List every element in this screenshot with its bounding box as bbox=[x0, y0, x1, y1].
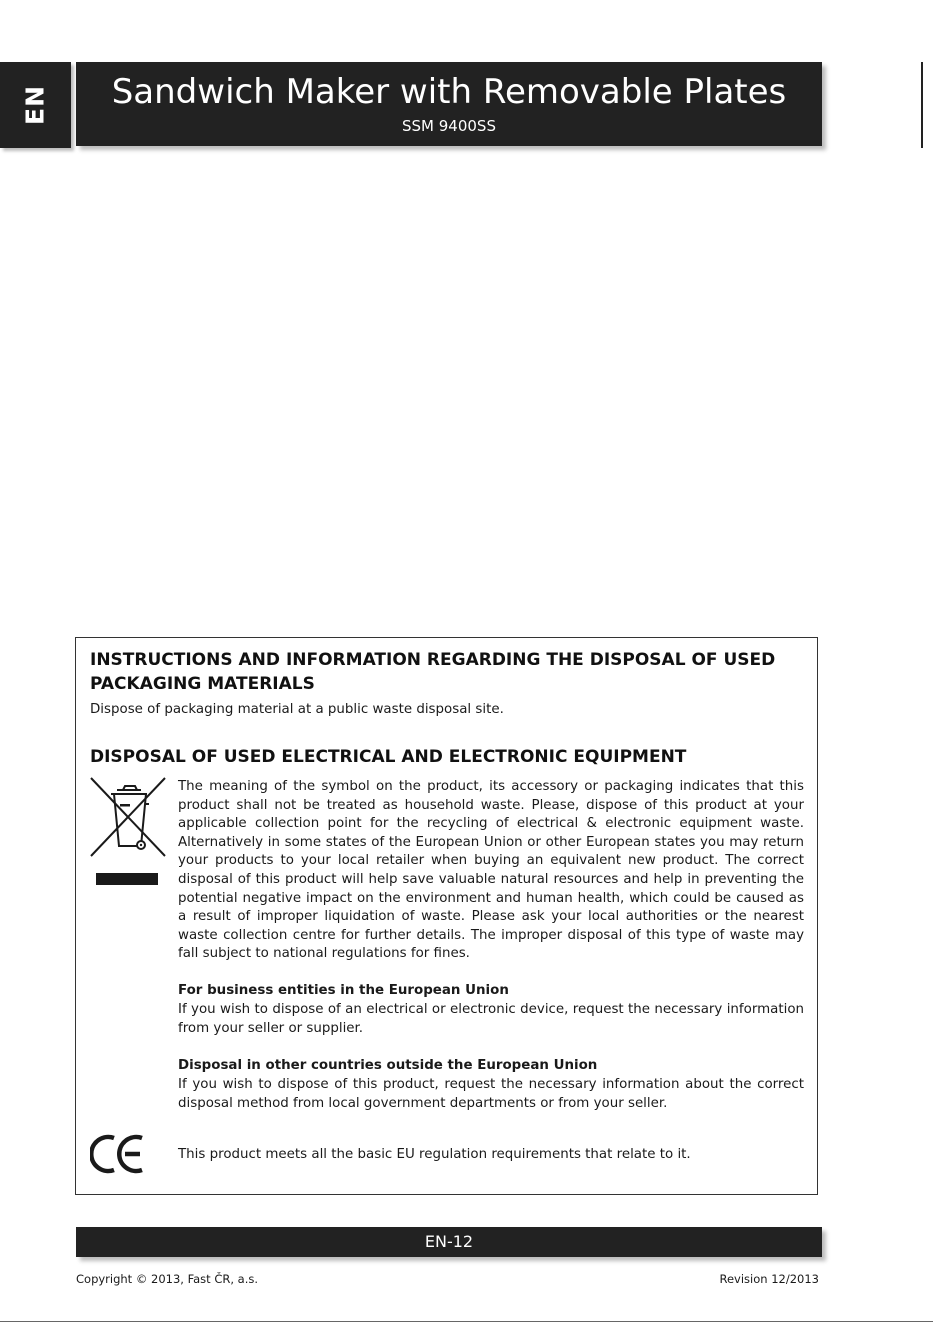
language-code: EN bbox=[20, 84, 50, 126]
packaging-text: Dispose of packaging material at a public waste disposal site. bbox=[90, 702, 504, 717]
page-number: EN-12 bbox=[424, 1232, 474, 1251]
other-countries-text: If you wish to dispose of this product, request the necessary information about the correct disposal method from local government departments or from your seller. bbox=[178, 1077, 804, 1111]
packaging-heading-line1: INSTRUCTIONS AND INFORMATION REGARDING THE DISPOSAL OF USED bbox=[90, 650, 776, 670]
page-number-bar bbox=[76, 1227, 822, 1257]
language-tab bbox=[0, 62, 71, 148]
crossed-out-wheelie-bin-icon bbox=[90, 776, 166, 888]
weee-text: The meaning of the symbol on the product, its accessory or packaging indicates that this product shall not be treated as household waste. Please, dispose of this product at your applicable collection point for the recycling of electrical & electronic equipment waste. Alternatively in some states of the European Union or other European states you may return your products to your local retailer when buying an equivalent new product. The correct disposal of this product will help save valuable natural resources and help in preventing the potential negative impact on the environment and human health, which could be caused as a result of improper liquidation of waste. Please ask your local authorities or the nearest waste collection centre for further details. The improper disposal of this type of waste may fall subject to national regulations for fines. bbox=[178, 779, 804, 962]
weee-heading: DISPOSAL OF USED ELECTRICAL AND ELECTRONIC EQUIPMENT bbox=[90, 747, 687, 767]
page-title: Sandwich Maker with Removable Plates bbox=[111, 72, 787, 112]
business-heading: For business entities in the European Union bbox=[178, 983, 509, 998]
packaging-heading bbox=[90, 648, 800, 696]
edge-mark bbox=[921, 62, 923, 148]
business-text: If you wish to dispose of an electrical or electronic device, request the necessary information from your seller or supplier. bbox=[178, 1002, 804, 1036]
copyright-text: Copyright © 2013, Fast ČR, a.s. bbox=[76, 1272, 259, 1286]
page-header bbox=[76, 62, 822, 146]
ce-text: This product meets all the basic EU regulation requirements that relate to it. bbox=[178, 1147, 691, 1162]
packaging-heading-line2: PACKAGING MATERIALS bbox=[90, 674, 315, 694]
bottom-rule bbox=[0, 1321, 933, 1322]
other-countries-heading: Disposal in other countries outside the European Union bbox=[178, 1058, 598, 1073]
revision-text: Revision 12/2013 bbox=[719, 1272, 819, 1286]
ce-mark-icon bbox=[90, 1134, 146, 1174]
disposal-info-box bbox=[75, 637, 818, 1195]
model-number: SSM 9400SS bbox=[402, 117, 496, 135]
